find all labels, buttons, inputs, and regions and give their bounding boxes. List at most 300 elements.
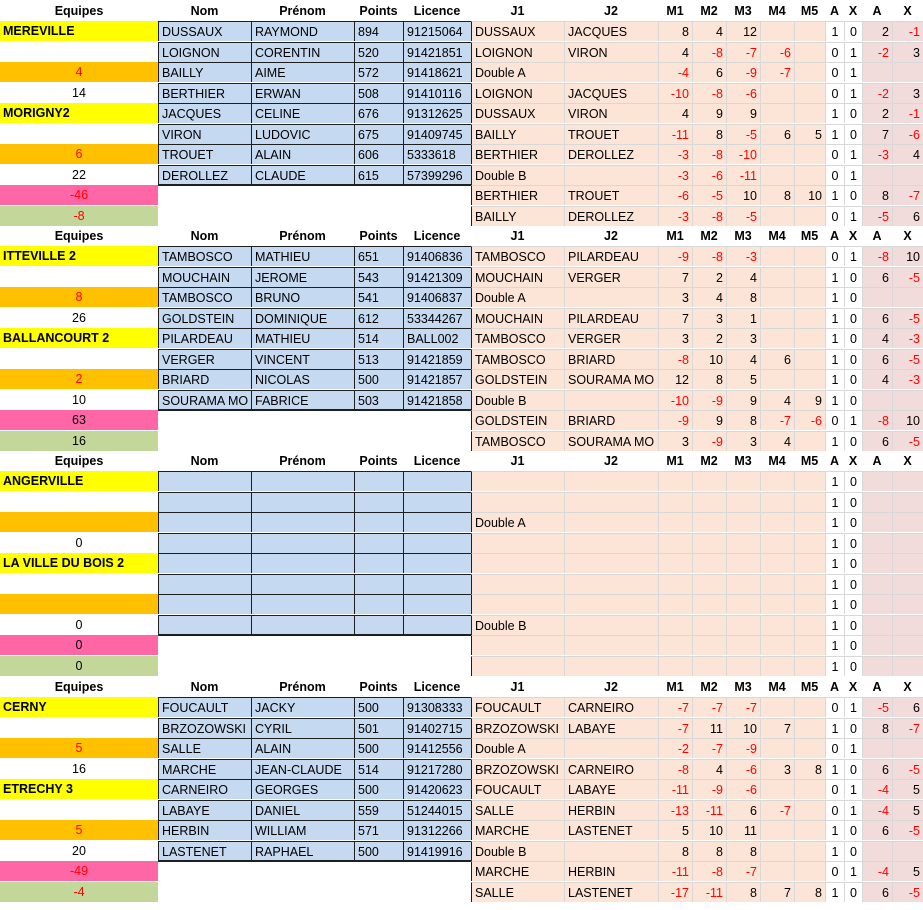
player-firstname[interactable]: DOMINIQUE bbox=[251, 308, 354, 328]
points-x[interactable]: -3 bbox=[892, 328, 923, 348]
player-points[interactable]: 675 bbox=[354, 124, 403, 144]
win-flag-a[interactable]: 0 bbox=[825, 246, 844, 266]
player-licence[interactable]: 91409745 bbox=[403, 124, 471, 144]
match-player-j1[interactable]: BERTHIER bbox=[471, 185, 564, 205]
match-player-j2[interactable]: DEROLLEZ bbox=[564, 144, 658, 164]
loss-flag-x[interactable]: 1 bbox=[844, 246, 862, 266]
points-a[interactable]: -5 bbox=[862, 206, 892, 226]
points-x[interactable]: -6 bbox=[892, 124, 923, 144]
empty-cell[interactable] bbox=[403, 206, 471, 226]
loss-flag-x[interactable]: 1 bbox=[844, 206, 862, 226]
match-player-j1[interactable]: SALLE bbox=[471, 882, 564, 902]
empty-cell[interactable] bbox=[251, 882, 354, 902]
set-score-m1[interactable]: 7 bbox=[658, 308, 692, 328]
match-player-j2[interactable]: PILARDEAU bbox=[564, 308, 658, 328]
match-player-j1[interactable] bbox=[471, 471, 564, 491]
loss-flag-x[interactable]: 0 bbox=[844, 21, 862, 41]
set-score-m2[interactable]: -7 bbox=[692, 697, 726, 717]
player-name[interactable]: GOLDSTEIN bbox=[158, 308, 251, 328]
set-score-m4[interactable] bbox=[760, 553, 794, 573]
set-score-m3[interactable]: 12 bbox=[726, 21, 760, 41]
set-score-m5[interactable] bbox=[794, 697, 825, 717]
player-points[interactable] bbox=[354, 471, 403, 491]
header-j2[interactable]: J2 bbox=[604, 229, 618, 243]
set-score-m5[interactable] bbox=[794, 492, 825, 512]
set-score-m2[interactable]: 8 bbox=[692, 841, 726, 861]
points-a[interactable]: -4 bbox=[862, 779, 892, 799]
points-a[interactable]: -8 bbox=[862, 246, 892, 266]
points-a[interactable] bbox=[862, 512, 892, 532]
set-score-m3[interactable]: -11 bbox=[726, 165, 760, 185]
header-m5[interactable]: M5 bbox=[800, 229, 819, 243]
empty-cell[interactable] bbox=[0, 800, 158, 820]
player-points[interactable] bbox=[354, 512, 403, 532]
win-flag-a[interactable]: 0 bbox=[825, 62, 844, 82]
double-label[interactable]: Double A bbox=[471, 287, 564, 307]
header-m3[interactable]: M3 bbox=[734, 4, 752, 18]
points-a[interactable]: 6 bbox=[862, 308, 892, 328]
header-prenom[interactable]: Prénom bbox=[279, 229, 326, 243]
points-diff-cell[interactable]: 0 bbox=[0, 635, 158, 655]
player-points[interactable]: 676 bbox=[354, 103, 403, 123]
header-m1[interactable]: M1 bbox=[666, 229, 684, 243]
empty-cell[interactable] bbox=[354, 882, 403, 902]
match-player-j1[interactable] bbox=[471, 594, 564, 614]
team-name-home[interactable]: ANGERVILLE bbox=[0, 471, 158, 491]
match-player-j1[interactable]: GOLDSTEIN bbox=[471, 410, 564, 430]
match-player-j1[interactable]: LOIGNON bbox=[471, 83, 564, 103]
set-score-m2[interactable]: -8 bbox=[692, 144, 726, 164]
team-score-home[interactable] bbox=[0, 512, 158, 532]
player-licence[interactable]: 91308333 bbox=[403, 697, 471, 717]
points-a[interactable] bbox=[862, 390, 892, 410]
set-score-m1[interactable]: -11 bbox=[658, 779, 692, 799]
set-score-m5[interactable]: -6 bbox=[794, 410, 825, 430]
team-score-home[interactable]: 8 bbox=[0, 287, 158, 307]
set-score-m2[interactable] bbox=[692, 635, 726, 655]
points-a[interactable] bbox=[862, 533, 892, 553]
player-licence[interactable]: 91421857 bbox=[403, 369, 471, 389]
match-player-j2[interactable]: JACQUES bbox=[564, 21, 658, 41]
points-x[interactable]: 5 bbox=[892, 779, 923, 799]
header-x1[interactable]: X bbox=[848, 229, 858, 243]
points-x[interactable] bbox=[892, 594, 923, 614]
points-x[interactable] bbox=[892, 553, 923, 573]
win-flag-a[interactable]: 1 bbox=[825, 533, 844, 553]
set-score-m3[interactable]: 10 bbox=[726, 718, 760, 738]
player-name[interactable] bbox=[158, 471, 251, 491]
points-a[interactable] bbox=[862, 471, 892, 491]
double-label[interactable]: Double B bbox=[471, 165, 564, 185]
match-player-j1[interactable] bbox=[471, 492, 564, 512]
win-flag-a[interactable]: 1 bbox=[825, 308, 844, 328]
empty-cell[interactable] bbox=[158, 635, 251, 655]
set-score-m1[interactable] bbox=[658, 533, 692, 553]
header-equipes[interactable]: Equipes bbox=[54, 680, 104, 694]
set-score-m5[interactable] bbox=[794, 308, 825, 328]
set-score-m5[interactable] bbox=[794, 103, 825, 123]
loss-flag-x[interactable]: 0 bbox=[844, 103, 862, 123]
player-firstname[interactable]: BRUNO bbox=[251, 287, 354, 307]
set-score-m4[interactable] bbox=[760, 841, 794, 861]
points-a[interactable] bbox=[862, 287, 892, 307]
player-points[interactable] bbox=[354, 574, 403, 594]
set-score-m4[interactable] bbox=[760, 144, 794, 164]
points-a[interactable]: 2 bbox=[862, 21, 892, 41]
player-points[interactable]: 571 bbox=[354, 820, 403, 840]
set-score-m1[interactable]: 8 bbox=[658, 21, 692, 41]
set-score-m3[interactable] bbox=[726, 594, 760, 614]
player-firstname[interactable]: MATHIEU bbox=[251, 328, 354, 348]
set-score-m4[interactable] bbox=[760, 738, 794, 758]
double-label[interactable]: Double A bbox=[471, 62, 564, 82]
team-score-home[interactable]: 5 bbox=[0, 738, 158, 758]
set-score-m3[interactable]: -5 bbox=[726, 206, 760, 226]
match-player-j2[interactable] bbox=[564, 594, 658, 614]
win-flag-a[interactable]: 1 bbox=[825, 882, 844, 902]
set-score-m4[interactable] bbox=[760, 492, 794, 512]
loss-flag-x[interactable]: 0 bbox=[844, 287, 862, 307]
match-player-j2[interactable] bbox=[564, 471, 658, 491]
empty-cell[interactable] bbox=[251, 431, 354, 451]
player-licence[interactable] bbox=[403, 512, 471, 532]
set-score-m5[interactable] bbox=[794, 349, 825, 369]
set-score-m3[interactable]: -3 bbox=[726, 246, 760, 266]
set-score-m1[interactable]: -11 bbox=[658, 124, 692, 144]
match-player-j1[interactable]: GOLDSTEIN bbox=[471, 369, 564, 389]
player-points[interactable]: 559 bbox=[354, 800, 403, 820]
header-m1[interactable]: M1 bbox=[666, 680, 684, 694]
set-score-m2[interactable]: -9 bbox=[692, 431, 726, 451]
empty-cell[interactable] bbox=[158, 185, 251, 205]
set-score-m1[interactable] bbox=[658, 492, 692, 512]
loss-flag-x[interactable]: 0 bbox=[844, 574, 862, 594]
set-score-m4[interactable]: -7 bbox=[760, 800, 794, 820]
set-score-m4[interactable] bbox=[760, 83, 794, 103]
set-score-m1[interactable]: -11 bbox=[658, 861, 692, 881]
empty-cell[interactable] bbox=[0, 267, 158, 287]
set-score-m1[interactable] bbox=[658, 512, 692, 532]
player-points[interactable]: 615 bbox=[354, 165, 403, 185]
player-firstname[interactable]: GEORGES bbox=[251, 779, 354, 799]
points-x[interactable]: 3 bbox=[892, 83, 923, 103]
win-flag-a[interactable]: 0 bbox=[825, 42, 844, 62]
set-score-m3[interactable]: 1 bbox=[726, 308, 760, 328]
points-a[interactable]: -3 bbox=[862, 144, 892, 164]
points-x[interactable] bbox=[892, 635, 923, 655]
set-score-m5[interactable] bbox=[794, 431, 825, 451]
set-score-m3[interactable]: -5 bbox=[726, 124, 760, 144]
set-score-m4[interactable] bbox=[760, 308, 794, 328]
empty-cell[interactable] bbox=[158, 410, 251, 430]
points-x[interactable]: 6 bbox=[892, 697, 923, 717]
header-a1[interactable]: A bbox=[829, 680, 840, 694]
points-a[interactable] bbox=[862, 594, 892, 614]
points-x[interactable]: -7 bbox=[892, 185, 923, 205]
set-score-m2[interactable]: 9 bbox=[692, 103, 726, 123]
points-a[interactable]: -8 bbox=[862, 410, 892, 430]
points-x[interactable]: 4 bbox=[892, 144, 923, 164]
set-score-m4[interactable] bbox=[760, 21, 794, 41]
match-player-j1[interactable]: DUSSAUX bbox=[471, 21, 564, 41]
double-label[interactable]: Double B bbox=[471, 841, 564, 861]
win-flag-a[interactable]: 1 bbox=[825, 369, 844, 389]
set-score-m5[interactable] bbox=[794, 62, 825, 82]
match-player-j2[interactable] bbox=[564, 738, 658, 758]
set-score-m2[interactable]: 11 bbox=[692, 718, 726, 738]
header-licence[interactable]: Licence bbox=[413, 680, 461, 694]
header-m1[interactable]: M1 bbox=[666, 454, 684, 468]
set-score-m2[interactable]: 6 bbox=[692, 62, 726, 82]
set-score-m1[interactable]: 4 bbox=[658, 42, 692, 62]
header-x2[interactable]: X bbox=[903, 229, 912, 243]
points-x[interactable] bbox=[892, 165, 923, 185]
loss-flag-x[interactable]: 0 bbox=[844, 124, 862, 144]
empty-cell[interactable] bbox=[403, 635, 471, 655]
points-diff-cell[interactable]: 63 bbox=[0, 410, 158, 430]
header-nom[interactable]: Nom bbox=[190, 454, 219, 468]
win-flag-a[interactable]: 1 bbox=[825, 287, 844, 307]
player-name[interactable]: PILARDEAU bbox=[158, 328, 251, 348]
player-firstname[interactable]: VINCENT bbox=[251, 349, 354, 369]
set-score-m2[interactable]: -5 bbox=[692, 185, 726, 205]
player-name[interactable]: TAMBOSCO bbox=[158, 287, 251, 307]
set-score-m4[interactable] bbox=[760, 246, 794, 266]
set-score-m2[interactable]: 8 bbox=[692, 124, 726, 144]
match-player-j2[interactable] bbox=[564, 512, 658, 532]
loss-flag-x[interactable]: 0 bbox=[844, 431, 862, 451]
player-name[interactable]: BRZOZOWSKI bbox=[158, 718, 251, 738]
set-score-m3[interactable]: 4 bbox=[726, 267, 760, 287]
set-score-m4[interactable]: -7 bbox=[760, 62, 794, 82]
match-player-j1[interactable]: SALLE bbox=[471, 800, 564, 820]
points-a[interactable]: 6 bbox=[862, 882, 892, 902]
set-score-m2[interactable]: -8 bbox=[692, 206, 726, 226]
player-licence[interactable]: 57399296 bbox=[403, 165, 471, 185]
match-player-j1[interactable] bbox=[471, 533, 564, 553]
match-player-j2[interactable] bbox=[564, 615, 658, 635]
set-score-m4[interactable] bbox=[760, 820, 794, 840]
set-score-m2[interactable]: 10 bbox=[692, 349, 726, 369]
header-licence[interactable]: Licence bbox=[413, 229, 461, 243]
player-name[interactable] bbox=[158, 615, 251, 635]
set-score-m2[interactable] bbox=[692, 492, 726, 512]
set-score-m2[interactable]: -8 bbox=[692, 83, 726, 103]
set-score-m3[interactable] bbox=[726, 574, 760, 594]
header-nom[interactable]: Nom bbox=[190, 229, 219, 243]
points-a[interactable] bbox=[862, 553, 892, 573]
win-flag-a[interactable]: 1 bbox=[825, 185, 844, 205]
set-score-m3[interactable]: 9 bbox=[726, 390, 760, 410]
set-score-m1[interactable] bbox=[658, 635, 692, 655]
set-score-m5[interactable]: 5 bbox=[794, 124, 825, 144]
win-flag-a[interactable]: 1 bbox=[825, 841, 844, 861]
set-score-m4[interactable] bbox=[760, 635, 794, 655]
points-x[interactable]: -5 bbox=[892, 349, 923, 369]
win-flag-a[interactable]: 1 bbox=[825, 574, 844, 594]
match-player-j1[interactable]: FOUCAULT bbox=[471, 697, 564, 717]
loss-flag-x[interactable]: 1 bbox=[844, 697, 862, 717]
set-score-m4[interactable] bbox=[760, 206, 794, 226]
win-flag-a[interactable]: 0 bbox=[825, 697, 844, 717]
set-score-m1[interactable]: -7 bbox=[658, 718, 692, 738]
set-score-m1[interactable]: -9 bbox=[658, 410, 692, 430]
points-x[interactable] bbox=[892, 738, 923, 758]
player-points[interactable]: 508 bbox=[354, 83, 403, 103]
header-prenom[interactable]: Prénom bbox=[279, 4, 326, 18]
player-points[interactable]: 500 bbox=[354, 697, 403, 717]
player-points[interactable] bbox=[354, 594, 403, 614]
player-licence[interactable] bbox=[403, 574, 471, 594]
set-score-m2[interactable]: -9 bbox=[692, 390, 726, 410]
empty-cell[interactable] bbox=[0, 492, 158, 512]
win-flag-a[interactable]: 0 bbox=[825, 165, 844, 185]
header-prenom[interactable]: Prénom bbox=[279, 680, 326, 694]
header-nom[interactable]: Nom bbox=[190, 680, 219, 694]
points-x[interactable]: 3 bbox=[892, 42, 923, 62]
set-score-m1[interactable]: 8 bbox=[658, 841, 692, 861]
empty-cell[interactable] bbox=[354, 635, 403, 655]
team-name-home[interactable]: CERNY bbox=[0, 697, 158, 717]
header-j1[interactable]: J1 bbox=[510, 4, 525, 18]
set-score-m5[interactable]: 10 bbox=[794, 185, 825, 205]
player-firstname[interactable]: CLAUDE bbox=[251, 165, 354, 185]
set-score-m4[interactable] bbox=[760, 533, 794, 553]
points-x[interactable]: 5 bbox=[892, 861, 923, 881]
win-flag-a[interactable]: 1 bbox=[825, 431, 844, 451]
set-score-m3[interactable]: 8 bbox=[726, 841, 760, 861]
match-player-j1[interactable]: MARCHE bbox=[471, 861, 564, 881]
player-licence[interactable]: 91418621 bbox=[403, 62, 471, 82]
match-player-j2[interactable]: CARNEIRO bbox=[564, 697, 658, 717]
set-score-m1[interactable]: -10 bbox=[658, 83, 692, 103]
set-score-m4[interactable] bbox=[760, 697, 794, 717]
set-score-m1[interactable]: -17 bbox=[658, 882, 692, 902]
match-player-j1[interactable]: TAMBOSCO bbox=[471, 349, 564, 369]
header-equipes[interactable]: Equipes bbox=[54, 454, 104, 468]
set-score-m4[interactable] bbox=[760, 779, 794, 799]
set-score-m4[interactable] bbox=[760, 656, 794, 676]
player-firstname[interactable]: AIME bbox=[251, 62, 354, 82]
player-points[interactable]: 606 bbox=[354, 144, 403, 164]
match-player-j2[interactable]: BRIARD bbox=[564, 410, 658, 430]
points-a[interactable]: 2 bbox=[862, 103, 892, 123]
empty-cell[interactable] bbox=[354, 185, 403, 205]
player-firstname[interactable] bbox=[251, 615, 354, 635]
match-player-j2[interactable] bbox=[564, 635, 658, 655]
header-x1[interactable]: X bbox=[848, 4, 858, 18]
player-points[interactable]: 894 bbox=[354, 21, 403, 41]
win-flag-a[interactable]: 1 bbox=[825, 390, 844, 410]
player-name[interactable] bbox=[158, 553, 251, 573]
set-score-m4[interactable] bbox=[760, 861, 794, 881]
player-licence[interactable]: 91406836 bbox=[403, 246, 471, 266]
header-m5[interactable]: M5 bbox=[800, 454, 819, 468]
empty-cell[interactable] bbox=[354, 431, 403, 451]
match-player-j2[interactable] bbox=[564, 287, 658, 307]
player-name[interactable]: LABAYE bbox=[158, 800, 251, 820]
match-player-j2[interactable]: LABAYE bbox=[564, 779, 658, 799]
loss-flag-x[interactable]: 0 bbox=[844, 533, 862, 553]
win-flag-a[interactable]: 1 bbox=[825, 512, 844, 532]
points-a[interactable]: -2 bbox=[862, 83, 892, 103]
player-licence[interactable]: 91421859 bbox=[403, 349, 471, 369]
player-licence[interactable]: 91312266 bbox=[403, 820, 471, 840]
empty-cell[interactable] bbox=[251, 656, 354, 676]
player-name[interactable]: SOURAMA MO bbox=[158, 390, 251, 410]
set-diff-cell[interactable]: -8 bbox=[0, 206, 158, 226]
player-licence[interactable]: 91421309 bbox=[403, 267, 471, 287]
header-m4[interactable]: M4 bbox=[768, 680, 786, 694]
set-score-m3[interactable]: 5 bbox=[726, 369, 760, 389]
set-score-m3[interactable]: -10 bbox=[726, 144, 760, 164]
header-m4[interactable]: M4 bbox=[768, 454, 786, 468]
match-player-j2[interactable]: TROUET bbox=[564, 124, 658, 144]
player-name[interactable]: HERBIN bbox=[158, 820, 251, 840]
win-flag-a[interactable]: 0 bbox=[825, 738, 844, 758]
match-player-j2[interactable] bbox=[564, 62, 658, 82]
points-a[interactable] bbox=[862, 738, 892, 758]
set-score-m2[interactable] bbox=[692, 574, 726, 594]
player-name[interactable]: JACQUES bbox=[158, 103, 251, 123]
player-points[interactable]: 541 bbox=[354, 287, 403, 307]
set-score-m5[interactable] bbox=[794, 594, 825, 614]
match-player-j1[interactable]: MOUCHAIN bbox=[471, 267, 564, 287]
player-points[interactable] bbox=[354, 492, 403, 512]
set-score-m2[interactable]: 4 bbox=[692, 287, 726, 307]
points-x[interactable] bbox=[892, 492, 923, 512]
set-diff-cell[interactable]: 0 bbox=[0, 656, 158, 676]
set-score-m1[interactable]: -6 bbox=[658, 185, 692, 205]
points-a[interactable]: 6 bbox=[862, 431, 892, 451]
empty-cell[interactable] bbox=[403, 656, 471, 676]
points-a[interactable]: 4 bbox=[862, 328, 892, 348]
player-points[interactable]: 543 bbox=[354, 267, 403, 287]
match-player-j1[interactable]: MARCHE bbox=[471, 820, 564, 840]
set-score-m1[interactable]: 3 bbox=[658, 431, 692, 451]
match-player-j1[interactable] bbox=[471, 635, 564, 655]
set-score-m2[interactable]: -11 bbox=[692, 800, 726, 820]
empty-cell[interactable] bbox=[403, 410, 471, 430]
match-player-j2[interactable]: SOURAMA MO bbox=[564, 369, 658, 389]
set-score-m4[interactable] bbox=[760, 165, 794, 185]
points-a[interactable]: -5 bbox=[862, 697, 892, 717]
match-player-j1[interactable]: FOUCAULT bbox=[471, 779, 564, 799]
player-firstname[interactable] bbox=[251, 574, 354, 594]
match-player-j2[interactable]: HERBIN bbox=[564, 861, 658, 881]
set-score-m3[interactable]: 3 bbox=[726, 328, 760, 348]
player-name[interactable]: TROUET bbox=[158, 144, 251, 164]
loss-flag-x[interactable]: 0 bbox=[844, 635, 862, 655]
set-score-m4[interactable]: 6 bbox=[760, 124, 794, 144]
player-name[interactable] bbox=[158, 533, 251, 553]
set-score-m1[interactable]: -8 bbox=[658, 349, 692, 369]
win-flag-a[interactable]: 1 bbox=[825, 820, 844, 840]
player-licence[interactable]: 91312625 bbox=[403, 103, 471, 123]
set-score-m5[interactable] bbox=[794, 369, 825, 389]
win-flag-a[interactable]: 0 bbox=[825, 800, 844, 820]
win-flag-a[interactable]: 1 bbox=[825, 635, 844, 655]
header-m4[interactable]: M4 bbox=[768, 4, 786, 18]
points-diff-cell[interactable]: -49 bbox=[0, 861, 158, 881]
points-x[interactable] bbox=[892, 841, 923, 861]
set-score-m4[interactable]: -6 bbox=[760, 42, 794, 62]
player-firstname[interactable]: LUDOVIC bbox=[251, 124, 354, 144]
set-score-m3[interactable] bbox=[726, 512, 760, 532]
match-player-j1[interactable]: TAMBOSCO bbox=[471, 431, 564, 451]
set-score-m2[interactable]: 2 bbox=[692, 267, 726, 287]
player-firstname[interactable]: CYRIL bbox=[251, 718, 354, 738]
